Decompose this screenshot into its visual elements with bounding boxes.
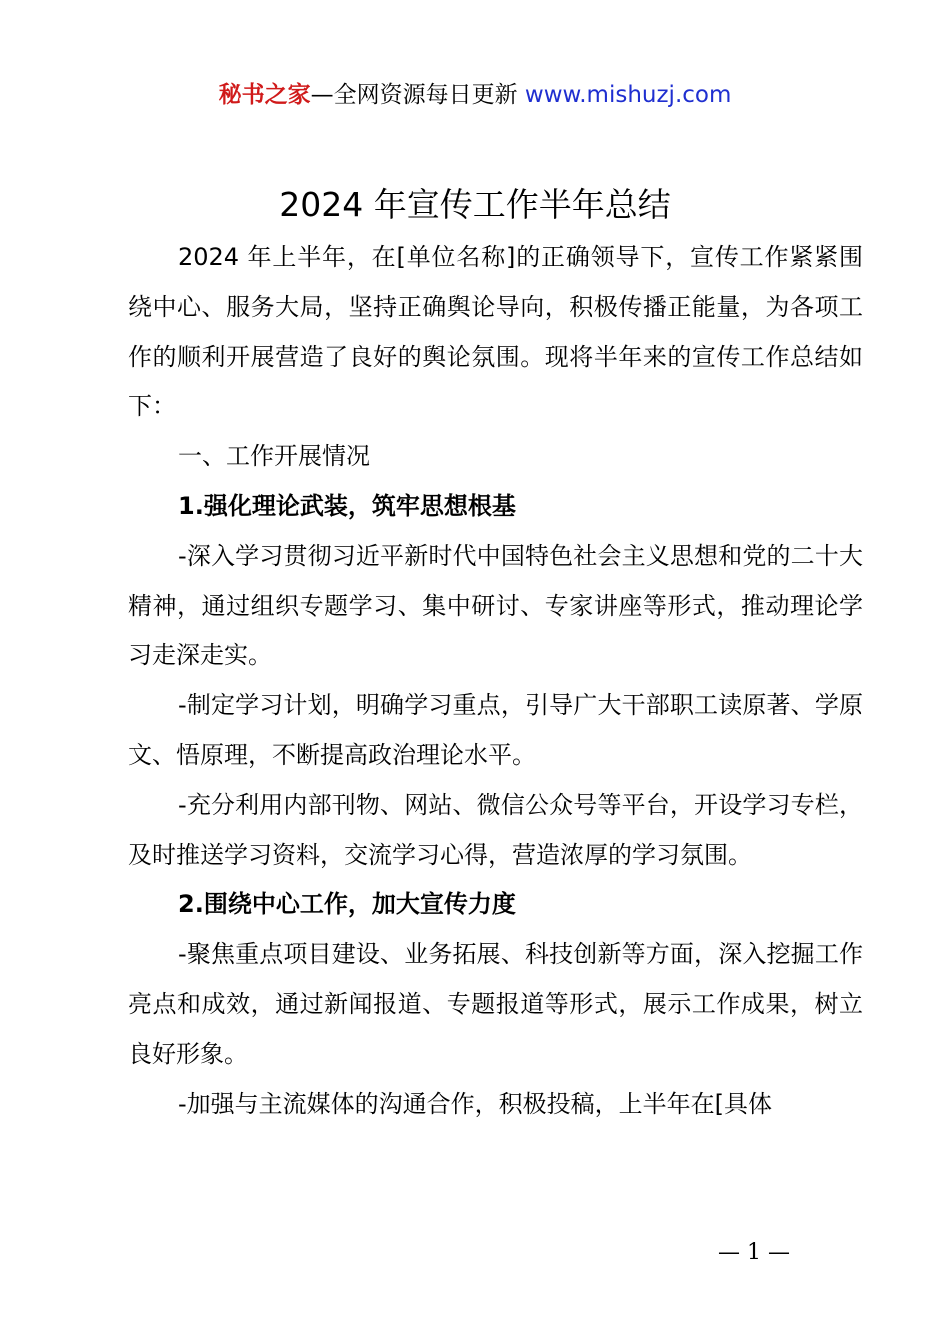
intro-paragraph: 2024 年上半年，在[单位名称]的正确领导下，宣传工作紧紧围绕中心、服务大局，坚持正确舆论导向，积极传播正能量，为各项工作的顺利开展营造了良好的舆论氛围。现将半年来的宣传工作总结如下： <box>128 243 863 421</box>
banner-tagline: —全网资源每日更新 <box>310 82 525 108</box>
document-body <box>128 233 863 1129</box>
page-number: — 1 — <box>718 1240 790 1265</box>
body-paragraph: -加强与主流媒体的沟通合作，积极投稿，上半年在[具体 <box>178 1089 773 1118</box>
body-paragraph: -充分利用内部刊物、网站、微信公众号等平台，开设学习专栏，及时推送学习资料，交流学习心得，营造浓厚的学习氛围。 <box>128 790 863 869</box>
site-banner <box>0 78 950 112</box>
subsection-heading: 2.围绕中心工作，加大宣传力度 <box>178 890 516 919</box>
body-paragraph: -深入学习贯彻习近平新时代中国特色社会主义思想和党的二十大精神，通过组织专题学习、集中研讨、专家讲座等形式，推动理论学习走深走实。 <box>128 541 863 670</box>
body-paragraph: -制定学习计划，明确学习重点，引导广大干部职工读原著、学原文、悟原理，不断提高政治理论水平。 <box>128 691 863 769</box>
document-title: 2024 年宣传工作半年总结 <box>279 185 671 224</box>
section-heading: 一、工作开展情况 <box>178 442 370 471</box>
brand-name: 秘书之家 <box>218 82 311 108</box>
site-url-link[interactable]: www.mishuzj.com <box>524 82 732 108</box>
body-paragraph: -聚焦重点项目建设、业务拓展、科技创新等方面，深入挖掘工作亮点和成效，通过新闻报道、专题报道等形式，展示工作成果，树立良好形象。 <box>128 940 863 1068</box>
subsection-heading: 1.强化理论武装，筑牢思想根基 <box>178 491 516 520</box>
